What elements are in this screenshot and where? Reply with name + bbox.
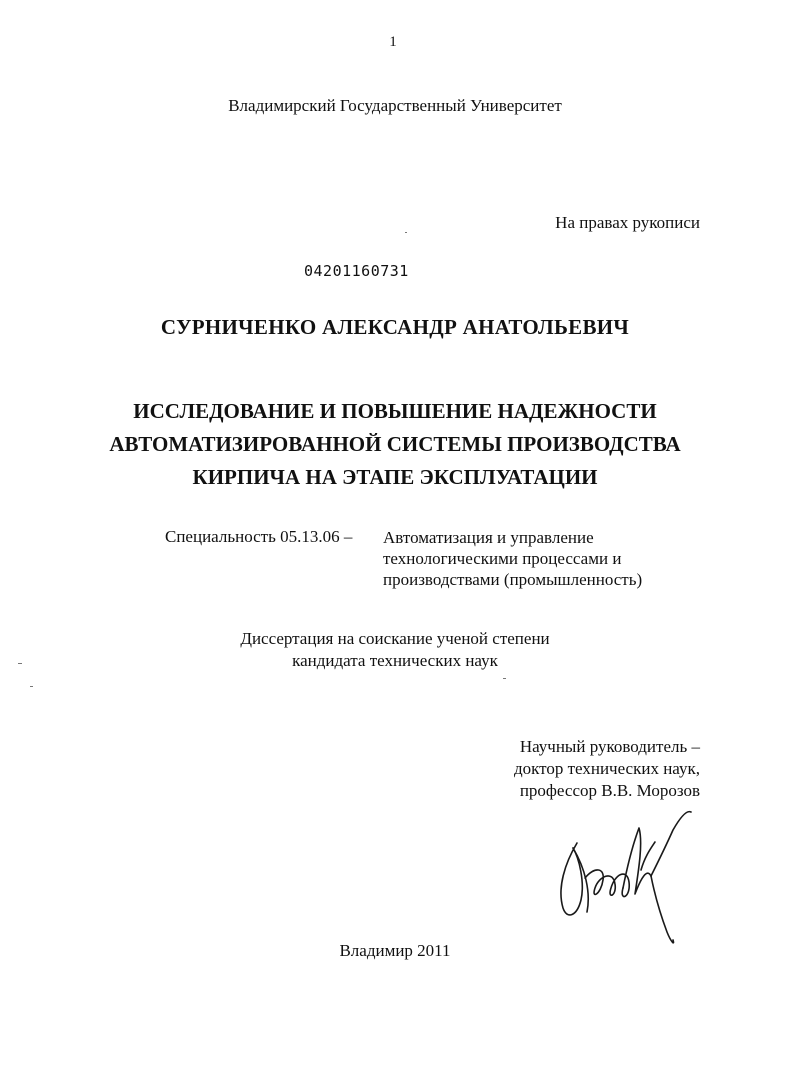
degree-line: кандидата технических наук [292,651,498,670]
specialty-description [383,527,642,590]
scan-speck [503,678,506,679]
supervisor-block [514,736,700,802]
supervisor-line: доктор технических наук, [513,759,700,778]
degree-line: Диссертация на соискание ученой степени [240,629,550,648]
specialty-line: Автоматизация и управление [383,528,594,547]
supervisor-line: профессор В.В. Морозов [519,781,700,800]
manuscript-rights-note: На правах рукописи [555,213,700,232]
title-line: КИРПИЧА НА ЭТАПЕ ЭКСПЛУАТАЦИИ [192,465,598,489]
specialty-line: технологическими процессами и [383,549,622,568]
registration-number: 04201160731 [304,262,409,280]
author-name: СУРНИЧЕНКО АЛЕКСАНДР АНАТОЛЬЕВИЧ [160,315,630,339]
degree-statement [0,628,790,672]
page-number: 1 [389,34,397,50]
title-line: АВТОМАТИЗИРОВАННОЙ СИСТЕМЫ ПРОИЗВОДСТВА [109,432,681,456]
scan-speck [18,663,22,664]
city-and-year: Владимир 2011 [339,941,451,960]
specialty-line: производствами (промышленность) [383,570,643,589]
dissertation-title [40,395,750,494]
supervisor-line: Научный руководитель – [519,737,700,756]
title-line: ИССЛЕДОВАНИЕ И ПОВЫШЕНИЕ НАДЕЖНОСТИ [133,399,657,423]
scan-speck [30,686,33,687]
university-name: Владимирский Государственный Университет [228,96,562,115]
scan-speck [405,232,407,233]
handwritten-signature [555,808,705,958]
specialty-label: Специальность 05.13.06 – [165,527,353,546]
